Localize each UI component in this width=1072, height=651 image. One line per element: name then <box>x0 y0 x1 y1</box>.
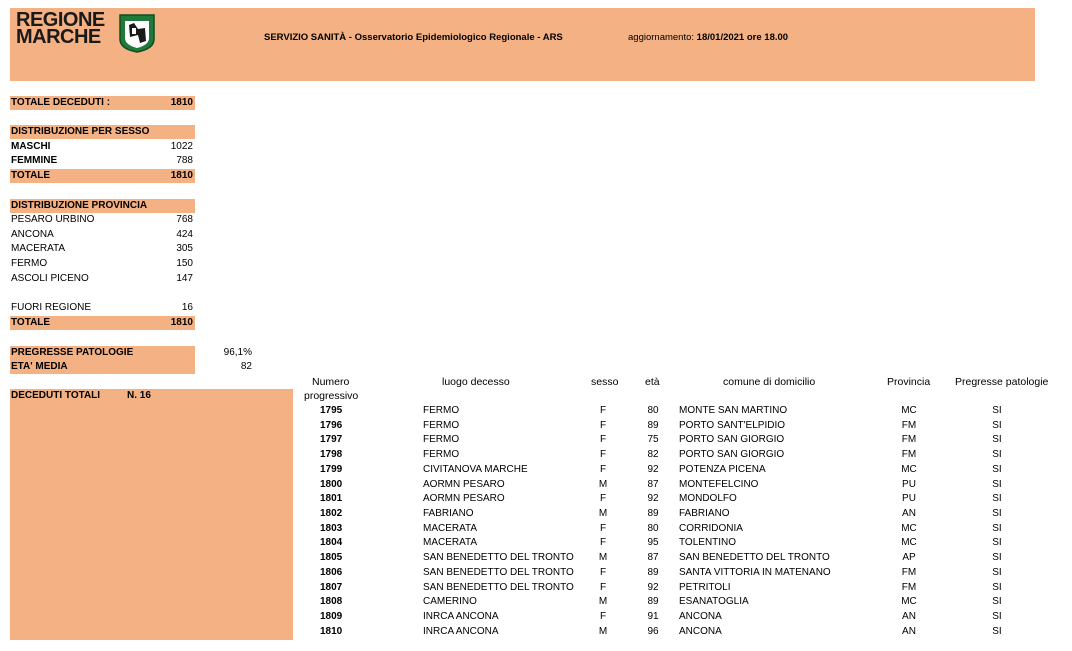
cell-eta: 75 <box>647 434 659 446</box>
cell-patologie: SI <box>992 493 1002 505</box>
cell-sesso: F <box>599 449 607 461</box>
cell-sesso: F <box>599 434 607 446</box>
cell-eta: 87 <box>647 552 659 564</box>
fuori-regione-value: 16 <box>181 302 193 313</box>
header-luogo-decesso: luogo decesso <box>442 376 510 388</box>
cell-sesso: F <box>599 405 607 416</box>
header-comune: comune di domicilio <box>723 376 816 388</box>
cell-patologie: SI <box>992 552 1002 564</box>
pregresse-patologie-label: PREGRESSE PATOLOGIE <box>11 347 134 358</box>
cell-numero: 1803 <box>320 522 343 534</box>
cell-luogo: CIVITANOVA MARCHE <box>423 463 528 475</box>
provincia-total-value: 1810 <box>170 317 193 328</box>
cell-patologie: SI <box>992 478 1002 490</box>
cell-provincia: PU <box>902 493 916 505</box>
sesso-row-femmine <box>10 154 195 168</box>
cell-provincia: PU <box>902 478 916 490</box>
totale-deceduti-row <box>10 96 195 110</box>
cell-numero: 1797 <box>320 434 343 446</box>
eta-media-value: 82 <box>240 361 252 372</box>
cell-luogo: SAN BENEDETTO DEL TRONTO <box>423 581 574 593</box>
provincia-value: 424 <box>176 229 193 240</box>
cell-luogo: MACERATA <box>423 537 478 549</box>
cell-provincia: AP <box>902 552 916 564</box>
pregresse-patologie-row <box>10 346 195 360</box>
cell-patologie: SI <box>992 611 1002 623</box>
provincia-total-label: TOTALE <box>11 317 51 328</box>
deceduti-totali-panel <box>10 389 293 640</box>
cell-sesso: M <box>598 552 608 564</box>
cell-luogo: FABRIANO <box>423 508 474 520</box>
cell-eta: 96 <box>647 625 659 637</box>
cell-luogo: CAMERINO <box>423 596 477 608</box>
sesso-total-row <box>10 169 195 183</box>
cell-comune: PETRITOLI <box>679 581 731 593</box>
cell-numero: 1809 <box>320 611 343 623</box>
cell-sesso: F <box>599 419 607 431</box>
cell-patologie: SI <box>992 405 1002 416</box>
cell-comune: POTENZA PICENA <box>679 463 766 475</box>
cell-sesso: M <box>598 596 608 608</box>
cell-patologie: SI <box>992 449 1002 461</box>
cell-patologie: SI <box>992 419 1002 431</box>
cell-numero: 1799 <box>320 463 343 475</box>
cell-numero: 1808 <box>320 596 343 608</box>
cell-eta: 89 <box>647 508 659 520</box>
provincia-value: 768 <box>176 214 193 225</box>
cell-sesso: F <box>599 581 607 593</box>
cell-comune: TOLENTINO <box>679 537 737 549</box>
provincia-value: 147 <box>176 273 193 284</box>
cell-provincia: MC <box>901 405 917 416</box>
cell-eta: 89 <box>647 566 659 578</box>
cell-numero: 1810 <box>320 625 343 637</box>
pregresse-patologie-value: 96,1% <box>223 347 252 358</box>
deceduti-totali-label: DECEDUTI TOTALI <box>11 390 101 401</box>
cell-comune: PORTO SAN GIORGIO <box>679 434 785 446</box>
cell-comune: ESANATOGLIA <box>679 596 749 608</box>
fuori-regione-label: FUORI REGIONE <box>11 302 92 313</box>
cell-comune: MONTEFELCINO <box>679 478 759 490</box>
totale-deceduti-value: 1810 <box>170 97 193 108</box>
cell-luogo: INRCA ANCONA <box>423 625 499 637</box>
provincia-row <box>10 228 195 242</box>
cell-eta: 92 <box>647 493 659 505</box>
header-sesso: sesso <box>591 376 619 388</box>
provincia-row <box>10 257 195 271</box>
provincia-value: 150 <box>176 258 193 269</box>
regione-marche-emblem-icon <box>118 13 156 53</box>
cell-provincia: MC <box>901 463 917 475</box>
cell-provincia: FM <box>901 434 917 446</box>
cell-luogo: AORMN PESARO <box>423 478 505 490</box>
cell-eta: 87 <box>647 478 659 490</box>
cell-numero: 1801 <box>320 493 343 505</box>
cell-comune: PORTO SAN GIORGIO <box>679 449 785 461</box>
cell-patologie: SI <box>992 625 1002 637</box>
cell-sesso: F <box>599 463 607 475</box>
cell-sesso: F <box>599 493 607 505</box>
cell-numero: 1795 <box>320 405 343 416</box>
sesso-row-maschi <box>10 140 195 154</box>
eta-media-row <box>10 360 195 374</box>
provincia-label: MACERATA <box>11 243 66 254</box>
cell-comune: ANCONA <box>679 625 722 637</box>
cell-numero: 1802 <box>320 508 343 520</box>
cell-comune: ANCONA <box>679 611 722 623</box>
cell-comune: MONTE SAN MARTINO <box>679 405 788 416</box>
sesso-value: 788 <box>176 155 193 166</box>
header-numero: Numero <box>312 376 350 388</box>
sesso-title-text: DISTRIBUZIONE PER SESSO <box>11 126 150 137</box>
cell-sesso: F <box>599 611 607 623</box>
cell-numero: 1800 <box>320 478 343 490</box>
cell-numero: 1807 <box>320 581 343 593</box>
cell-provincia: FM <box>901 581 917 593</box>
cell-sesso: F <box>599 537 607 549</box>
cell-patologie: SI <box>992 434 1002 446</box>
cell-patologie: SI <box>992 596 1002 608</box>
cell-luogo: FERMO <box>423 405 460 416</box>
cell-luogo: SAN BENEDETTO DEL TRONTO <box>423 566 574 578</box>
sesso-label: FEMMINE <box>11 155 58 166</box>
update-label: aggiornamento: <box>628 32 697 43</box>
deceduti-totali-count: N. 16 <box>127 390 151 401</box>
cell-numero: 1805 <box>320 552 343 564</box>
cell-provincia: FM <box>901 449 917 461</box>
provincia-total-row <box>10 316 195 330</box>
cell-patologie: SI <box>992 581 1002 593</box>
cell-numero: 1806 <box>320 566 343 578</box>
cell-provincia: MC <box>901 522 917 534</box>
cell-comune: MONDOLFO <box>679 493 737 505</box>
cell-patologie: SI <box>992 566 1002 578</box>
eta-media-label: ETA' MEDIA <box>11 361 68 372</box>
cell-sesso: F <box>599 566 607 578</box>
header-eta: età <box>645 376 660 388</box>
cell-patologie: SI <box>992 537 1002 549</box>
header-patologie: Pregresse patologie <box>955 376 1049 388</box>
update-value: 18/01/2021 ore 18.00 <box>696 32 789 43</box>
cell-numero: 1804 <box>320 537 343 549</box>
provincia-label: PESARO URBINO <box>11 214 95 225</box>
cell-comune: SANTA VITTORIA IN MATENANO <box>679 566 831 578</box>
cell-provincia: FM <box>901 566 917 578</box>
provincia-title-text: DISTRIBUZIONE PROVINCIA <box>11 200 148 211</box>
cell-provincia: AN <box>902 508 916 520</box>
header-provincia: Provincia <box>887 376 931 388</box>
cell-comune: SAN BENEDETTO DEL TRONTO <box>679 552 830 564</box>
provincia-label: FERMO <box>11 258 48 269</box>
cell-patologie: SI <box>992 522 1002 534</box>
cell-luogo: INRCA ANCONA <box>423 611 499 623</box>
provincia-row <box>10 272 195 286</box>
sesso-value: 1022 <box>170 141 193 152</box>
cell-patologie: SI <box>992 463 1002 475</box>
cell-luogo: FERMO <box>423 449 460 461</box>
service-title: SERVIZIO SANITÀ - Osservatorio Epidemiologico Regionale - ARS <box>264 32 563 43</box>
cell-sesso: F <box>599 522 607 534</box>
regione-marche-logo-text <box>16 9 105 48</box>
cell-eta: 92 <box>647 463 659 475</box>
cell-provincia: FM <box>901 419 917 431</box>
page-header <box>10 8 1035 81</box>
cell-numero: 1798 <box>320 449 343 461</box>
cell-sesso: M <box>598 625 608 637</box>
cell-sesso: M <box>598 478 608 490</box>
cell-eta: 95 <box>647 537 659 549</box>
cell-eta: 89 <box>647 596 659 608</box>
logo-line-2: MARCHE <box>16 26 101 48</box>
cell-comune: PORTO SANT'ELPIDIO <box>679 419 786 431</box>
cell-luogo: SAN BENEDETTO DEL TRONTO <box>423 552 574 564</box>
cell-eta: 91 <box>647 611 659 623</box>
cell-luogo: FERMO <box>423 419 460 431</box>
cell-provincia: MC <box>901 596 917 608</box>
cell-eta: 92 <box>647 581 659 593</box>
cell-luogo: MACERATA <box>423 522 478 534</box>
cell-provincia: AN <box>902 625 916 637</box>
sesso-total-value: 1810 <box>170 170 193 181</box>
provincia-label: ANCONA <box>11 229 54 240</box>
provincia-row <box>10 213 195 227</box>
provincia-section-title <box>10 199 195 213</box>
cell-eta: 82 <box>647 449 659 461</box>
cell-eta: 80 <box>647 405 659 416</box>
cell-eta: 89 <box>647 419 659 431</box>
fuori-regione-row <box>10 301 195 315</box>
cell-provincia: AN <box>902 611 916 623</box>
totale-deceduti-label: TOTALE DECEDUTI : <box>11 97 111 108</box>
provincia-row <box>10 242 195 256</box>
sesso-section-title <box>10 125 195 139</box>
cell-numero: 1796 <box>320 419 343 431</box>
update-info <box>628 32 788 43</box>
logo-line-1: REGIONE <box>16 9 105 31</box>
provincia-label: ASCOLI PICENO <box>11 273 89 284</box>
cell-patologie: SI <box>992 508 1002 520</box>
cell-provincia: MC <box>901 537 917 549</box>
cell-luogo: FERMO <box>423 434 460 446</box>
cell-comune: CORRIDONIA <box>679 522 743 534</box>
cell-comune: FABRIANO <box>679 508 730 520</box>
provincia-value: 305 <box>176 243 193 254</box>
sesso-label: MASCHI <box>11 141 51 152</box>
header-progressivo: progressivo <box>304 390 359 402</box>
cell-sesso: M <box>598 508 608 520</box>
cell-eta: 80 <box>647 522 659 534</box>
sesso-total-label: TOTALE <box>11 170 51 181</box>
cell-luogo: AORMN PESARO <box>423 493 505 505</box>
